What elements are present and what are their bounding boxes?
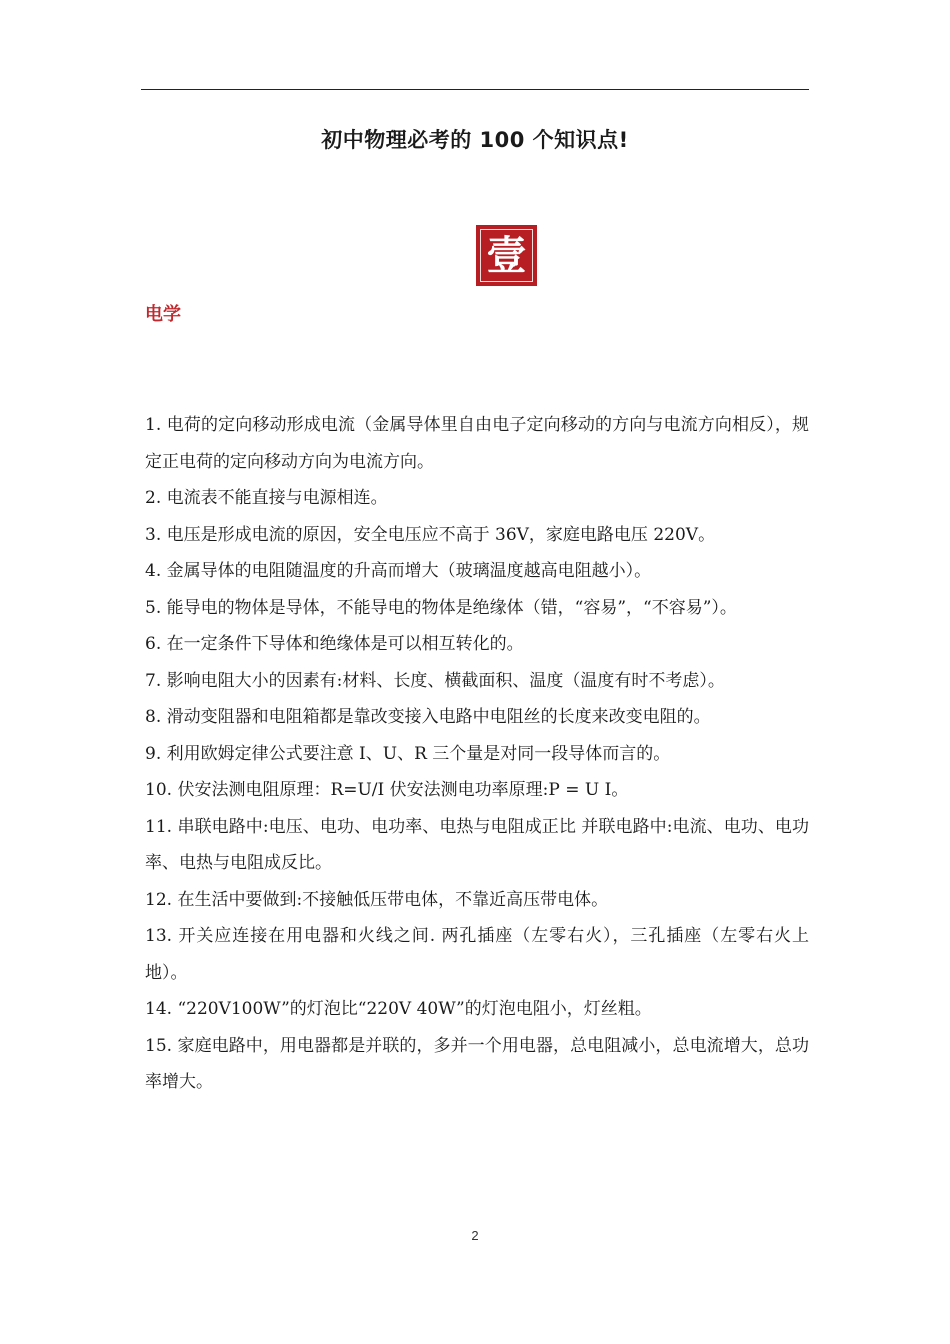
seal-character: 壹 [480, 229, 533, 282]
page-number: 2 [471, 1228, 479, 1243]
list-item: 6. 在一定条件下导体和绝缘体是可以相互转化的。 [145, 634, 524, 654]
list-item: 9. 利用欧姆定律公式要注意 I、U、R 三个量是对同一段导体而言的。 [145, 743, 671, 764]
list-item: 15. 家庭电路中，用电器都是并联的，多并一个用电器，总电阻减小，总电流增大，总功率增大。 [145, 1035, 809, 1092]
list-item: 4. 金属导体的电阻随温度的升高而增大（玻璃温度越高电阻越小）。 [145, 561, 652, 581]
knowledge-point-list [145, 407, 809, 1101]
header-rule [141, 89, 809, 90]
seal-badge [476, 225, 537, 286]
document-title: 初中物理必考的 100 个知识点! [321, 128, 629, 152]
list-item: 12. 在生活中要做到:不接触低压带电体，不靠近高压带电体。 [145, 889, 609, 910]
list-item: 5. 能导电的物体是导体，不能导电的物体是绝缘体（错，“容易”，“不容易”）。 [145, 597, 737, 618]
list-item: 11. 串联电路中:电压、电功、电功率、电热与电阻成正比 并联电路中:电流、电功、电功率、电热与电阻成反比。 [145, 816, 809, 873]
list-item: 7. 影响电阻大小的因素有:材料、长度、横截面积、温度（温度有时不考虑）。 [145, 670, 725, 691]
section-title: 电学 [145, 304, 181, 325]
list-item: 2. 电流表不能直接与电源相连。 [145, 488, 388, 508]
list-item: 14. “220V100W”的灯泡比“220V 40W”的灯泡电阻小，灯丝粗。 [145, 999, 652, 1019]
list-item: 10. 伏安法测电阻原理：R=U/I 伏安法测电功率原理:P = U I。 [145, 780, 629, 800]
list-item: 8. 滑动变阻器和电阻箱都是靠改变接入电路中电阻丝的长度来改变电阻的。 [145, 707, 711, 727]
list-item: 1. 电荷的定向移动形成电流（金属导体里自由电子定向移动的方向与电流方向相反），规定正电荷的定向移动方向为电流方向。 [145, 415, 809, 472]
list-item: 13. 开关应连接在用电器和火线之间. 两孔插座（左零右火），三孔插座（左零右火上地）。 [145, 926, 809, 983]
list-item: 3. 电压是形成电流的原因，安全电压应不高于 36V，家庭电路电压 220V。 [145, 524, 716, 545]
